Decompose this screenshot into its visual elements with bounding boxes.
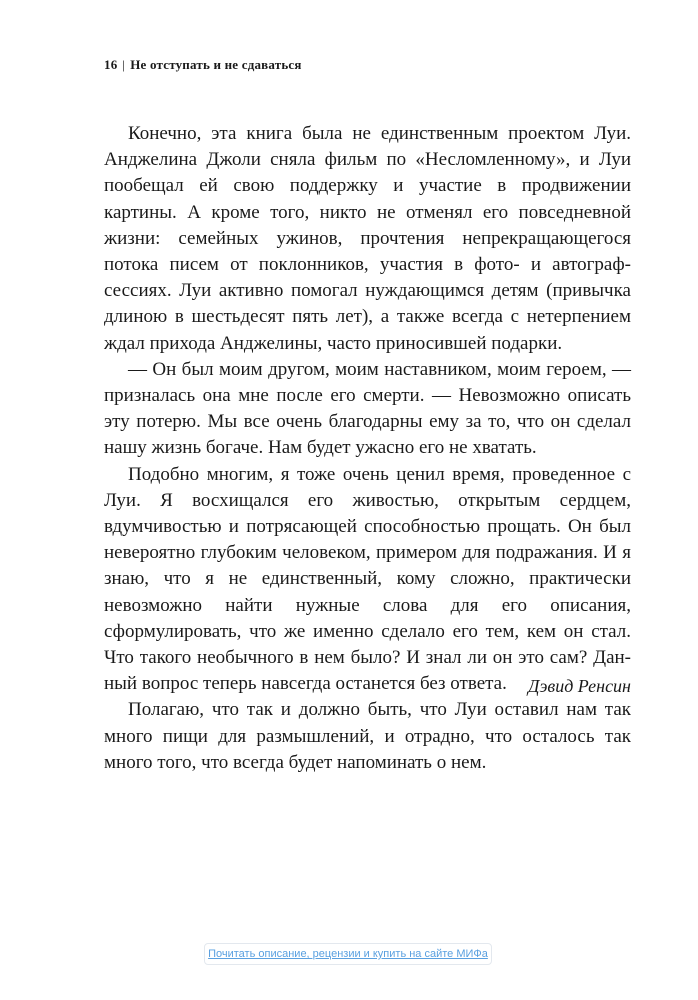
paragraph-2: — Он был моим другом, моим наставником, моим героем, — призналась она мне после его смерти. — Невозможно описать эту потерю. Мы все очень благодарны ему за то, что он сделал нашу жизнь богаче. Нам будет ужасно его не хватать. [104,358,631,459]
buy-on-mif-link[interactable]: Почитать описание, рецензии и купить на сайте МИФа [204,943,492,965]
paragraph-3: Подобно многим, я тоже очень ценил время, проведенное с Луи. Я восхищался его живостью, открытым сердцем, вдумчивостью и потрясающей способностью прощать. Он был невероятно глубоким человеком, примером для подражания. И я знаю, что я не единственный, кому сложно, практически невозможно найти нужные слова для его описания, сформулировать, что же именно сделало его тем, кем он стал. Что такого необычного в нем было? И знал ли он это сам? Данный вопрос теперь навсегда останется без ответа. [104,463,631,695]
header-separator: | [122,57,126,72]
chapter-title: Не отступать и не сдаваться [130,57,302,72]
author-signature: Дэвид Ренсин [528,676,631,696]
paragraph-4: Полагаю, что так и должно быть, что Луи оставил нам так много пищи для размышлений, и отрадно, что осталось так много того, что всегда будет напоминать о нем. [104,699,631,773]
page-number: 16 [104,57,118,72]
running-header [104,57,302,73]
paragraph-1: Конечно, эта книга была не единственным проектом Луи. Анджелина Джоли сняла фильм по «Несломленному», и Луи пообещал ей свою поддержку и участие в продвижении картины. А кроме того, никто не отменял его повседневной жизни: семейных ужинов, прочтения непрекращающегося потока писем от поклонников, участия в фото- и автограф-сессиях. Луи активно помогал нуждающимся детям (привычка длиною в шестьдесят пять лет), а также всегда с нетерпением ждал прихода Анджелины, часто приносившей подарки. [104,123,631,354]
